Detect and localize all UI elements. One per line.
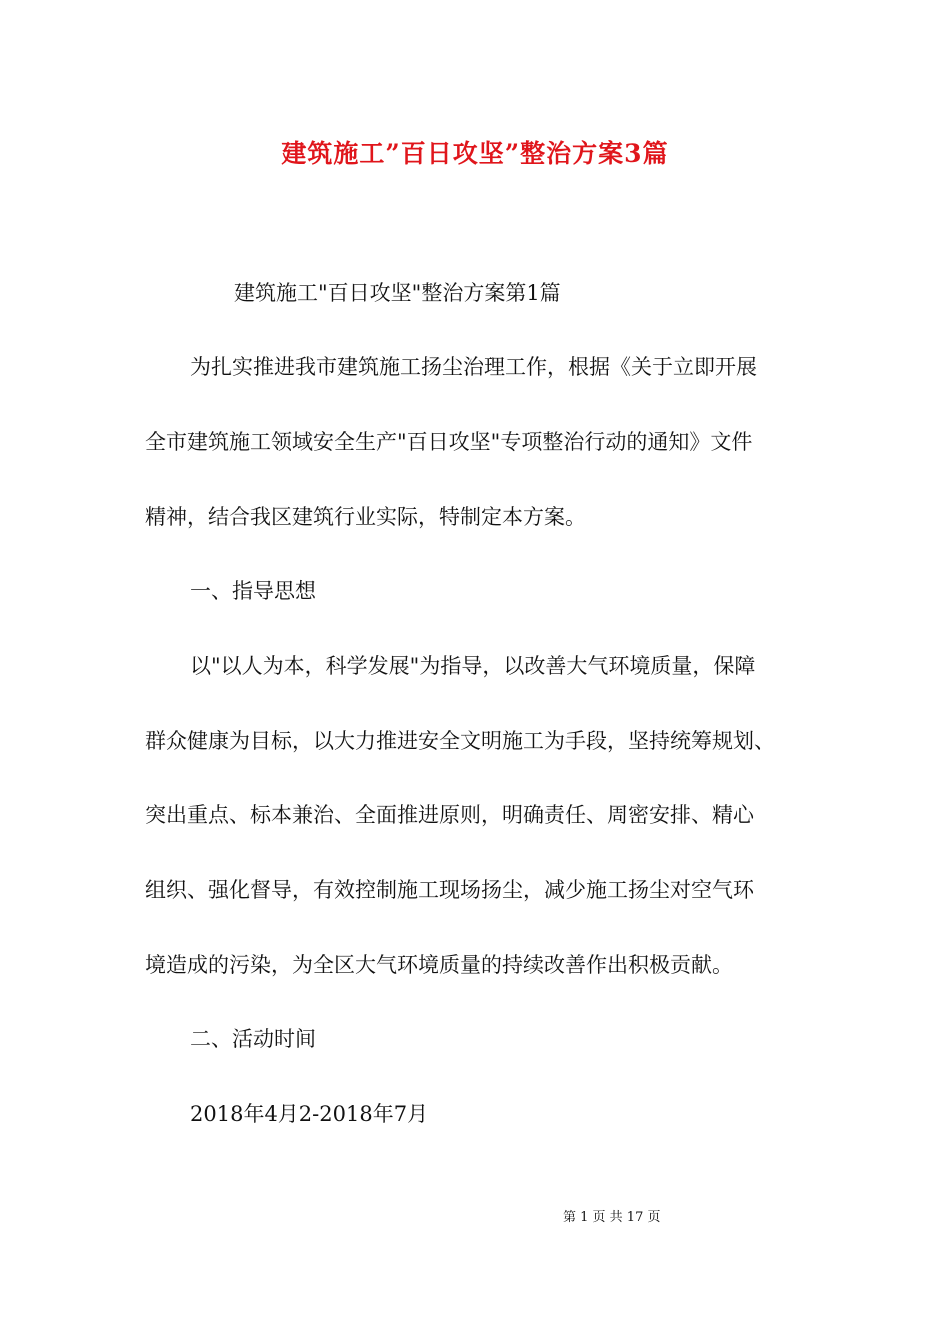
section-subtitle: 建筑施工"百日攻坚"整治方案第1篇 — [234, 281, 561, 305]
paragraph-line: 境造成的污染，为全区大气环境质量的持续改善作出积极贡献。 — [145, 953, 733, 977]
document-title: 建筑施工”百日攻坚”整治方案3篇 — [281, 139, 669, 168]
date-range-line: 2018年4月2-2018年7月 — [190, 1102, 429, 1126]
paragraph-line: 全市建筑施工领域安全生产"百日攻坚"专项整治行动的通知》文件 — [145, 430, 753, 454]
section-heading: 一、指导思想 — [190, 579, 316, 603]
paragraph-line: 组织、强化督导，有效控制施工现场扬尘，减少施工扬尘对空气环 — [145, 878, 754, 902]
paragraph-line: 为扎实推进我市建筑施工扬尘治理工作，根据《关于立即开展 — [190, 355, 757, 379]
paragraph-line: 精神，结合我区建筑行业实际，特制定本方案。 — [145, 505, 586, 529]
page-number-label: 第 1 页 共 17 页 — [563, 1210, 661, 1225]
paragraph-line: 突出重点、标本兼治、全面推进原则，明确责任、周密安排、精心 — [145, 803, 754, 827]
paragraph-line: 以"以人为本，科学发展"为指导，以改善大气环境质量，保障 — [190, 654, 756, 678]
paragraph-line: 群众健康为目标，以大力推进安全文明施工为手段，坚持统筹规划、 — [145, 729, 775, 753]
section-heading: 二、活动时间 — [190, 1027, 316, 1051]
